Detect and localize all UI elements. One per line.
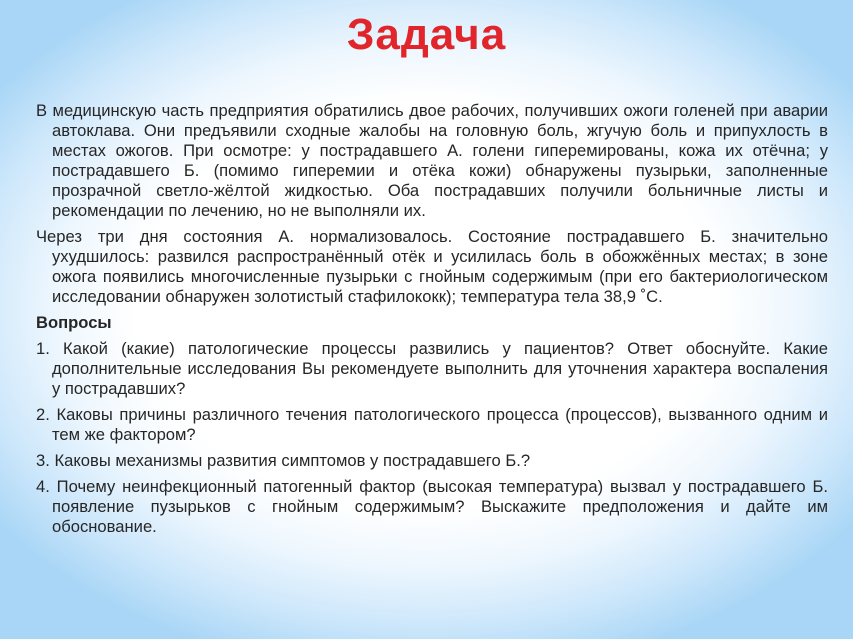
question-3: 3. Каковы механизмы развития симптомов у пострадавшего Б.? — [36, 451, 531, 470]
case-paragraph-2: Через три дня состояния А. нормализовалось. Состояние пострадавшего Б. значительно ухудшилось: развился распространённый отёк и усилилась боль в обожжённых местах; в зоне ожога появились многочисленные пузырьки с гнойным содержимым (при его бактериологическом исследовании обнаружен золотистый стафилококк); температура тела 38,9 ˚С. — [36, 227, 828, 306]
questions-heading: Вопросы — [36, 313, 112, 332]
slide-title: Задача — [346, 10, 507, 59]
question-1: 1. Какой (какие) патологические процессы развились у пациентов? Ответ обоснуйте. Какие дополнительные исследования Вы рекомендуете выполнить для уточнения характера воспаления у пострадавших? — [36, 339, 828, 398]
question-2: 2. Каковы причины различного течения патологического процесса (процессов), вызванного одним и тем же фактором? — [36, 405, 828, 444]
slide-content — [36, 101, 828, 543]
case-paragraph-1: В медицинскую часть предприятия обратились двое рабочих, получивших ожоги голеней при аварии автоклава. Они предъявили сходные жалобы на головную боль, жгучую боль и припухлость в местах ожогов. При осмотре: у пострадавшего А. голени гиперемированы, кожа их отёчна; у пострадавшего Б. (помимо гиперемии и отёка кожи) обнаружены пузырьки, заполненные прозрачной светло-жёлтой жидкостью. Оба пострадавших получили больничные листы и рекомендации по лечению, но не выполняли их. — [36, 101, 828, 220]
question-4: 4. Почему неинфекционный патогенный фактор (высокая температура) вызвал у пострадавшего Б. появление пузырьков с гнойным содержимым? Выскажите предположения и дайте им обоснование. — [36, 477, 828, 536]
